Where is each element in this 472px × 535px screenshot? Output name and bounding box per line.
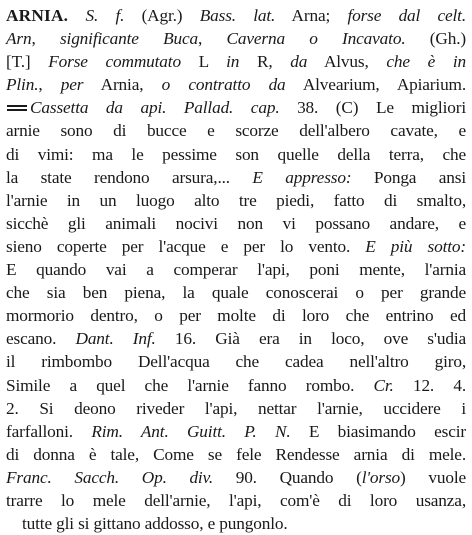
text-run: ,: [38, 75, 61, 95]
entry-line-20: [6, 443, 466, 466]
text-run: escano.: [6, 329, 76, 349]
text-run: Alvearium, Apiarium.: [285, 75, 467, 95]
entry-line-4: [6, 73, 466, 96]
entry-line-3: [6, 50, 466, 73]
text-run: di donna è tale, Come se fele Rendesse arnia di mele.: [6, 444, 466, 464]
entry-line-9: [6, 189, 466, 212]
text-run: trarre lo mele dell'arnie, l'api, com'è di loro usanza,: [6, 490, 466, 510]
text-run: E quando vai a comperar l'api, poni mente, l'arnia: [6, 260, 466, 280]
italic-run: E più sotto:: [365, 236, 466, 256]
entry-line-10: [6, 212, 466, 235]
text-run: 38. (C) Le migliori: [279, 98, 466, 118]
italic-run: che è in: [386, 52, 466, 72]
text-run: 2. Si deono riveder l'api, nettar l'arnie, uccidere i: [6, 398, 466, 418]
text-run: tutte gli si gittano addosso, e pungonlo.: [22, 514, 288, 534]
text-run: 16. Già era in loco, ove s'udia: [155, 329, 466, 349]
entry-line-11: [6, 235, 466, 258]
italic-run: E appresso:: [252, 167, 352, 187]
text-run: 12. 4.: [393, 375, 466, 395]
text-run: di vimi: ma le pessime son quelle della terra, che: [6, 144, 466, 164]
entry-line-23: [6, 512, 466, 535]
dictionary-entry-arnia: [6, 4, 466, 535]
text-run: R,: [239, 52, 291, 72]
italic-run: S. f.: [85, 6, 125, 25]
entry-line-1: [6, 4, 466, 27]
text-run: che sia ben piena, la quale conoscerai o per grande: [6, 283, 466, 303]
italic-run: forse dal celt.: [347, 6, 467, 25]
text-run: Simile a quel che l'arnie fanno rombo.: [6, 375, 374, 395]
text-run: [T.]: [6, 52, 49, 72]
text-run: L: [180, 52, 227, 72]
entry-line-5: [6, 96, 466, 119]
italic-run: in: [226, 52, 240, 72]
entry-line-18: [6, 397, 466, 420]
text-run: ) vuole: [400, 467, 466, 487]
text-run: l'arnie in un luogo alto tre piedi, fatto di smalto,: [6, 190, 466, 210]
entry-line-17: [6, 374, 466, 397]
text-run: Arnia,: [83, 75, 162, 95]
italic-run: o contratto da: [161, 75, 286, 95]
text-run: [68, 6, 85, 25]
text-run: 90. Quando (: [213, 467, 362, 487]
entry-line-15: [6, 327, 466, 350]
entry-line-14: [6, 304, 466, 327]
italic-run: Cassetta da api. Pallad. cap.: [30, 98, 280, 118]
entry-line-6: [6, 119, 466, 142]
text-run: (Gh.): [405, 29, 467, 49]
text-run: Ponga ansi: [351, 167, 466, 187]
text-run: Alvus,: [307, 52, 387, 72]
text-run: (Agr.): [124, 6, 200, 25]
entry-line-22: [6, 489, 466, 512]
entry-line-12: [6, 258, 466, 281]
entry-line-19: [6, 420, 466, 443]
text-run: farfalloni.: [6, 421, 92, 441]
text-run: sieno coperte per l'acque e per lo vento.: [6, 236, 366, 256]
text-run: E biasimando escir: [290, 421, 466, 441]
italic-run: Rim. Ant. Guitt. P. N.: [91, 421, 291, 441]
headword: ARNIA.: [6, 6, 69, 25]
italic-run: l'orso: [361, 467, 401, 487]
italic-run: Cr.: [373, 375, 394, 395]
text-run: ,: [198, 29, 227, 49]
italic-run: Forse commutato: [48, 52, 181, 72]
italic-run: Bass. lat.: [199, 6, 276, 25]
text-run: arnie sono di bucce e scorze dell'albero cavate, e: [6, 121, 466, 141]
text-run: la state rendono arsura,...: [6, 167, 253, 187]
italic-run: Plin.: [6, 75, 39, 95]
italic-run: Franc. Sacch. Op. div.: [6, 467, 213, 487]
text-run: Arna;: [275, 6, 348, 25]
text-run: il rimbombo Dell'acqua che cadea nell'altro giro,: [6, 352, 466, 372]
italic-run: Arn: [6, 29, 32, 49]
text-run: mormorio dentro, o per molte di loro che entrino ed: [6, 306, 466, 326]
italic-run: Dant. Inf.: [75, 329, 156, 349]
entry-line-21: [6, 466, 466, 489]
italic-run: Caverna o Incavato.: [226, 29, 406, 49]
entry-line-13: [6, 281, 466, 304]
text-run: sicchè gli animali nocivi non vi possano andare, e: [6, 213, 466, 233]
text-run: ,: [31, 29, 60, 49]
italic-run: da: [290, 52, 308, 72]
italic-run: per: [60, 75, 84, 95]
entry-line-16: [6, 350, 466, 373]
entry-line-7: [6, 143, 466, 166]
entry-line-8: [6, 166, 466, 189]
entry-line-2: [6, 27, 466, 50]
italic-run: significante Buca: [59, 29, 199, 49]
definition-mark: [6, 103, 28, 113]
